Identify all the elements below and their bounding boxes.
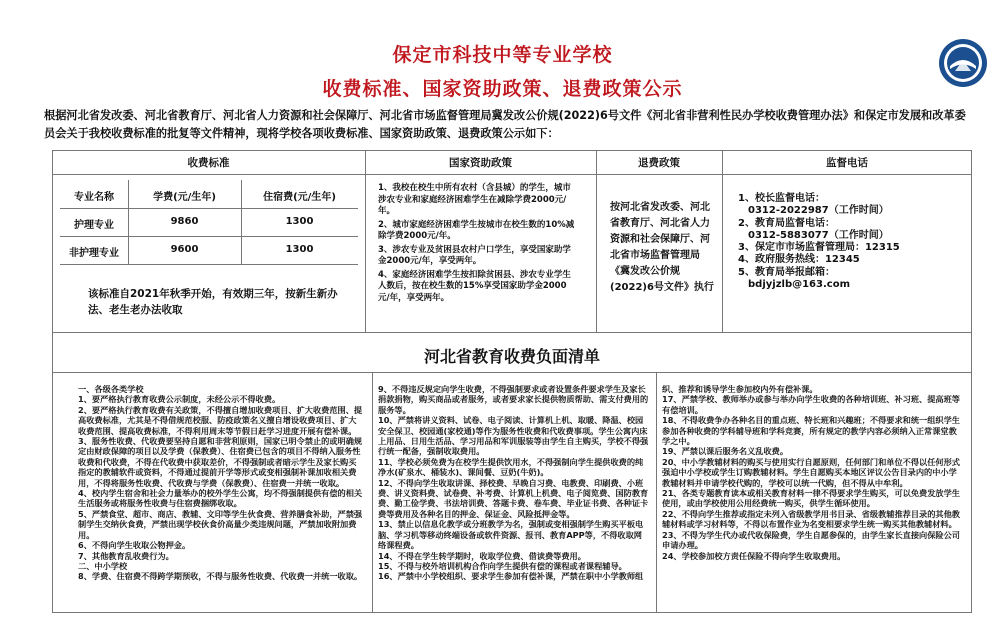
list-item: 2、城市家庭经济困难学生按城市在校生数的10%减除学费2000元/年。	[378, 219, 575, 241]
list-item: 10、严禁将讲义资料、试卷、电子阅读、计算机上机、取暖、降温、校园安全保卫、校园通(家校通)等作为服务性收费和代收费事项。学生公寓内床上用品、日用生活品、学习用品和军训服装等由学生自主购买，学校不得强行统一配备，强制收取费用。	[378, 415, 649, 457]
list-item: 13、禁止以信息化教学或分班教学为名，强制或变相强制学生购买平板电脑、学习机等移动终端设备或软件资源、报刊、教育APP等，不得收取网络课程费。	[378, 519, 644, 551]
list-item: 18、不得收费争办各种名目的重点班、特长班和兴趣班；不得要求和统一组织学生参加各种收费的学科辅导班和学科竞赛，所有规定的教学内容必须纳入正常课堂教学之中。	[662, 415, 960, 447]
table-row-tuition: 9860	[170, 216, 199, 227]
list-item: 12、不得向学生收取讲课、择校费、早晚自习费、电教费、印刷费、小班费、讲义资料费、试卷费、补考费、计算机上机费、电子阅览费、国防教育费、勤工俭学费、书法培训费、答题卡费、卷车费、毕业证书费、各种证卡费等费用及各种名目的押金、保证金、风险抵押金等。	[378, 477, 649, 519]
email-address: bdjyjzlb@163.com	[748, 279, 850, 291]
list-item: 2、教育局监督电话：	[738, 217, 835, 229]
list-item: 24、学校参加校方责任保险不得向学生收取费用。	[662, 550, 846, 561]
table-row-major: 护理专业	[74, 220, 114, 231]
list-item: 5、严禁食堂、超市、商店、教辅、文印等学生伙食费、营养膳食补助，严禁强制学生交纳伙食费，严禁出现学校伙食价高量少类违规问题，严禁加收附加费用。	[78, 508, 363, 540]
list-item: 9、不得违反规定向学生收费，不得强制要求或者设置条件要求学生及家长捐款捐物，购买商品或者服务，或者要求家长提供物质帮助、需支付费用的服务等。	[378, 384, 649, 415]
list-item: 3、保定市市场监督管理局：12315	[738, 242, 900, 254]
supervision-list	[738, 193, 968, 291]
list-item: 4、家庭经济困难学生按扣除贫困县、涉农专业学生人数后，按在校生数的15%享受国家助学金2000元/年，享受两年。	[378, 269, 571, 303]
list-item: 15、不得与校外培训机构合作向学生提供有偿的课程或者课程辅导。	[378, 560, 627, 571]
intro-paragraph: 根据河北省发改委、河北省教育厅、河北省人力资源和社会保障厅、河北省市场监督管理局冀发改公价规(2022)6号文件《河北省非营利性民办学校收费管理办法》和保定市发展和改革委员会关于我校收费标准的批复等文件精神，现将学校各项收费标准、国家资助政策、退费政策公示如下：	[44, 109, 966, 140]
col-major: 专业名称	[74, 192, 114, 203]
header-refund-policy: 退费政策	[638, 157, 680, 169]
list-item: 19、严禁以课后服务名义乱收费。	[662, 446, 789, 457]
list-item: 一、各级各类学校	[78, 384, 144, 394]
list-item: 1、要严格执行教育收费公示制度，未经公示不得收费。	[78, 394, 281, 405]
header-national-aid: 国家资助政策	[449, 157, 512, 169]
header-supervision-phone: 监督电话	[826, 157, 868, 169]
list-item: 二、中小学校	[78, 560, 128, 571]
fee-validity-note: 该标准自2021年秋季开始，有效期三年，按新生新办法、老生老办法收取	[88, 288, 338, 316]
national-aid-list	[378, 183, 578, 306]
table-row-tuition: 9600	[170, 244, 199, 255]
list-item: 20、中小学教辅材料的购买与使用实行自愿原则，任何部门和单位不得以任何形式强迫中小学校或学生订购教辅材料。学生自愿购买本地区评议公告目录内的中小学教辅材料并申请学校代购的，学校可以统一代购，但不得从中牟利。	[662, 456, 960, 488]
list-item: 14、不得在学生转学期时，收取学位费、借读费等费用。	[378, 550, 586, 561]
col-dorm: 住宿费(元/生年)	[263, 192, 336, 203]
negative-list-col2	[378, 384, 650, 582]
phone-number: 0312-2022987（工作时间）	[748, 205, 889, 217]
school-name: 保定市科技中等专业学校	[392, 44, 613, 66]
table-row-major: 非护理专业	[69, 248, 119, 259]
refund-policy-text: 按河北省发改委、河北省教育厅、河北省人力资源和社会保障厅、河北省市场监督管理局《冀发改公价规(2022)6号文件》执行	[610, 202, 714, 293]
page-title: 收费标准、国家资助政策、退费政策公示	[322, 78, 683, 100]
list-item: 16、严禁中小学校组织、要求学生参加有偿补课，严禁在职中小学教师组	[378, 571, 644, 582]
list-item: 23、不得为学生代办或代收保险费，学生自愿参保的，由学生家长直接向保险公司申请办理。	[662, 529, 960, 551]
col-tuition: 学费(元/生年)	[153, 192, 216, 203]
list-item: 1、我校在校生中所有农村（含县城）的学生，城市涉农专业和家庭经济困难学生在减除学费2000元/年。	[378, 183, 571, 216]
table-row-dorm: 1300	[285, 216, 314, 227]
list-item: 1、校长监督电话：	[738, 193, 825, 204]
list-item: 11、学校必须免费为在校学生提供饮用水，不得强制向学生提供收费的纯净水(矿泉水、桶装水)、课间餐、豆奶(牛奶)。	[378, 456, 644, 478]
list-item: 4、校内学生宿舍和社会力量举办的校外学生公寓，均不得强制提供有偿的相关生活服务或将服务性收费与住宿费捆绑收取。	[78, 488, 363, 509]
negative-list-col3	[662, 384, 962, 561]
list-item: 8、学费、住宿费不得跨学期预收，不得与服务性收费、代收费一并统一收取。	[78, 571, 363, 582]
list-item: 17、严禁学校、教师举办或参与举办向学生收费的各种培训班、补习班、提高班等有偿培训。	[662, 394, 960, 415]
list-item: 织、推荐和诱导学生参加校内外有偿补课。	[662, 384, 818, 394]
list-item: 5、教育局举报邮箱：	[738, 266, 835, 278]
list-item: 2、要严格执行教育收费有关政策，不得擅自增加收费项目、扩大收费范围、提高收费标准，尤其是不得借规范校服、防疫政策名义擅自增设收费项目、扩大收费范围、提高收费标准，不得利用周末等节假日赶学习进度开展有偿补课。	[78, 404, 363, 436]
list-item: 22、不得向学生推荐或指定未列入省级教学用书目录、省级教辅推荐目录的其他教辅材料或学习材料等，不得以布置作业为名变相要求学生统一购买其他教辅材料。	[662, 508, 960, 530]
header-fee-standard: 收费标准	[187, 157, 230, 169]
list-item: 3、涉农专业及贫困县农村户口学生，享受国家助学金2000元/年，享受两年。	[378, 244, 571, 266]
list-item: 21、各类专题教育读本或相关教育材料一律不得要求学生购买，可以免费发放学生使用，或由学校使用公用经费统一购买，供学生循环使用。	[662, 488, 960, 509]
list-item: 6、不得向学生收取公物押金。	[78, 540, 191, 551]
negative-list-col1	[78, 384, 364, 582]
school-logo-icon	[938, 38, 988, 88]
list-item: 3、服务性收费、代收费要坚持自愿和非营利原则，国家已明令禁止的或明确规定由财政保障的项目以及学费（保教费）、住宿费已包含的项目不得纳入服务性收费和代收费，不得在代收费中获取差价，不得强制或者暗示学生及家长购买指定的教辅软件或资料，不得通过提前开学等形式或变相强制补课加收相关费用，不得将服务性收费、代收费与学费（保教费）、住宿费一并统一收取。	[78, 436, 363, 488]
table-row-dorm: 1300	[285, 244, 314, 255]
negative-list-title: 河北省教育收费负面清单	[423, 347, 600, 366]
list-item: 7、其他教育乱收费行为。	[78, 550, 174, 561]
list-item: 4、政府服务热线：12345	[738, 254, 860, 266]
phone-number: 0312-5883077（工作时间）	[748, 229, 889, 241]
